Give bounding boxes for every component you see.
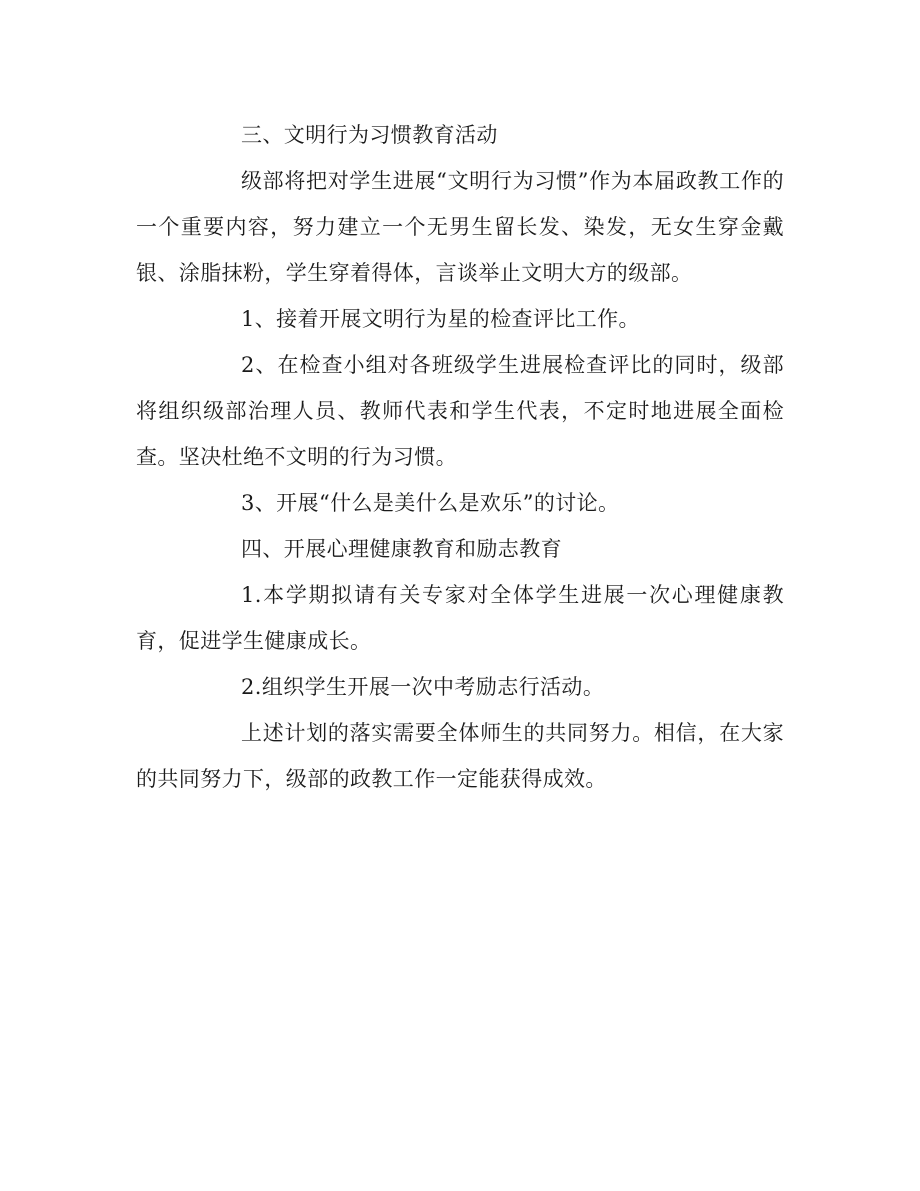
section-heading-3: 三、文明行为习惯教育活动 <box>241 123 498 147</box>
list-item-4-1: 1.本学期拟请有关专家对全体学生进展一次心理健康教育，促进学生健康成长。 <box>136 583 784 653</box>
list-item-3: 3、开展“什么是美什么是欢乐”的讨论。 <box>241 491 620 515</box>
document-body <box>136 112 784 802</box>
section-heading-4: 四、开展心理健康教育和励志教育 <box>241 537 562 561</box>
list-item-2: 2、在检查小组对各班级学生进展检查评比的同时，级部将组织级部治理人员、教师代表和学生代表，不定时地进展全面检查。坚决杜绝不文明的行为习惯。 <box>136 353 784 469</box>
closing-paragraph: 上述计划的落实需要全体师生的共同努力。相信，在大家的共同努力下，级部的政教工作一定能获得成效。 <box>136 721 784 791</box>
list-item-1: 1、接着开展文明行为星的检查评比工作。 <box>241 307 640 331</box>
paragraph-intro: 级部将把对学生进展“文明行为习惯”作为本届政教工作的一个重要内容，努力建立一个无男生留长发、染发，无女生穿金戴银、涂脂抹粉，学生穿着得体，言谈举止文明大方的级部。 <box>136 169 784 285</box>
list-item-4-2: 2.组织学生开展一次中考励志行活动。 <box>241 675 605 699</box>
